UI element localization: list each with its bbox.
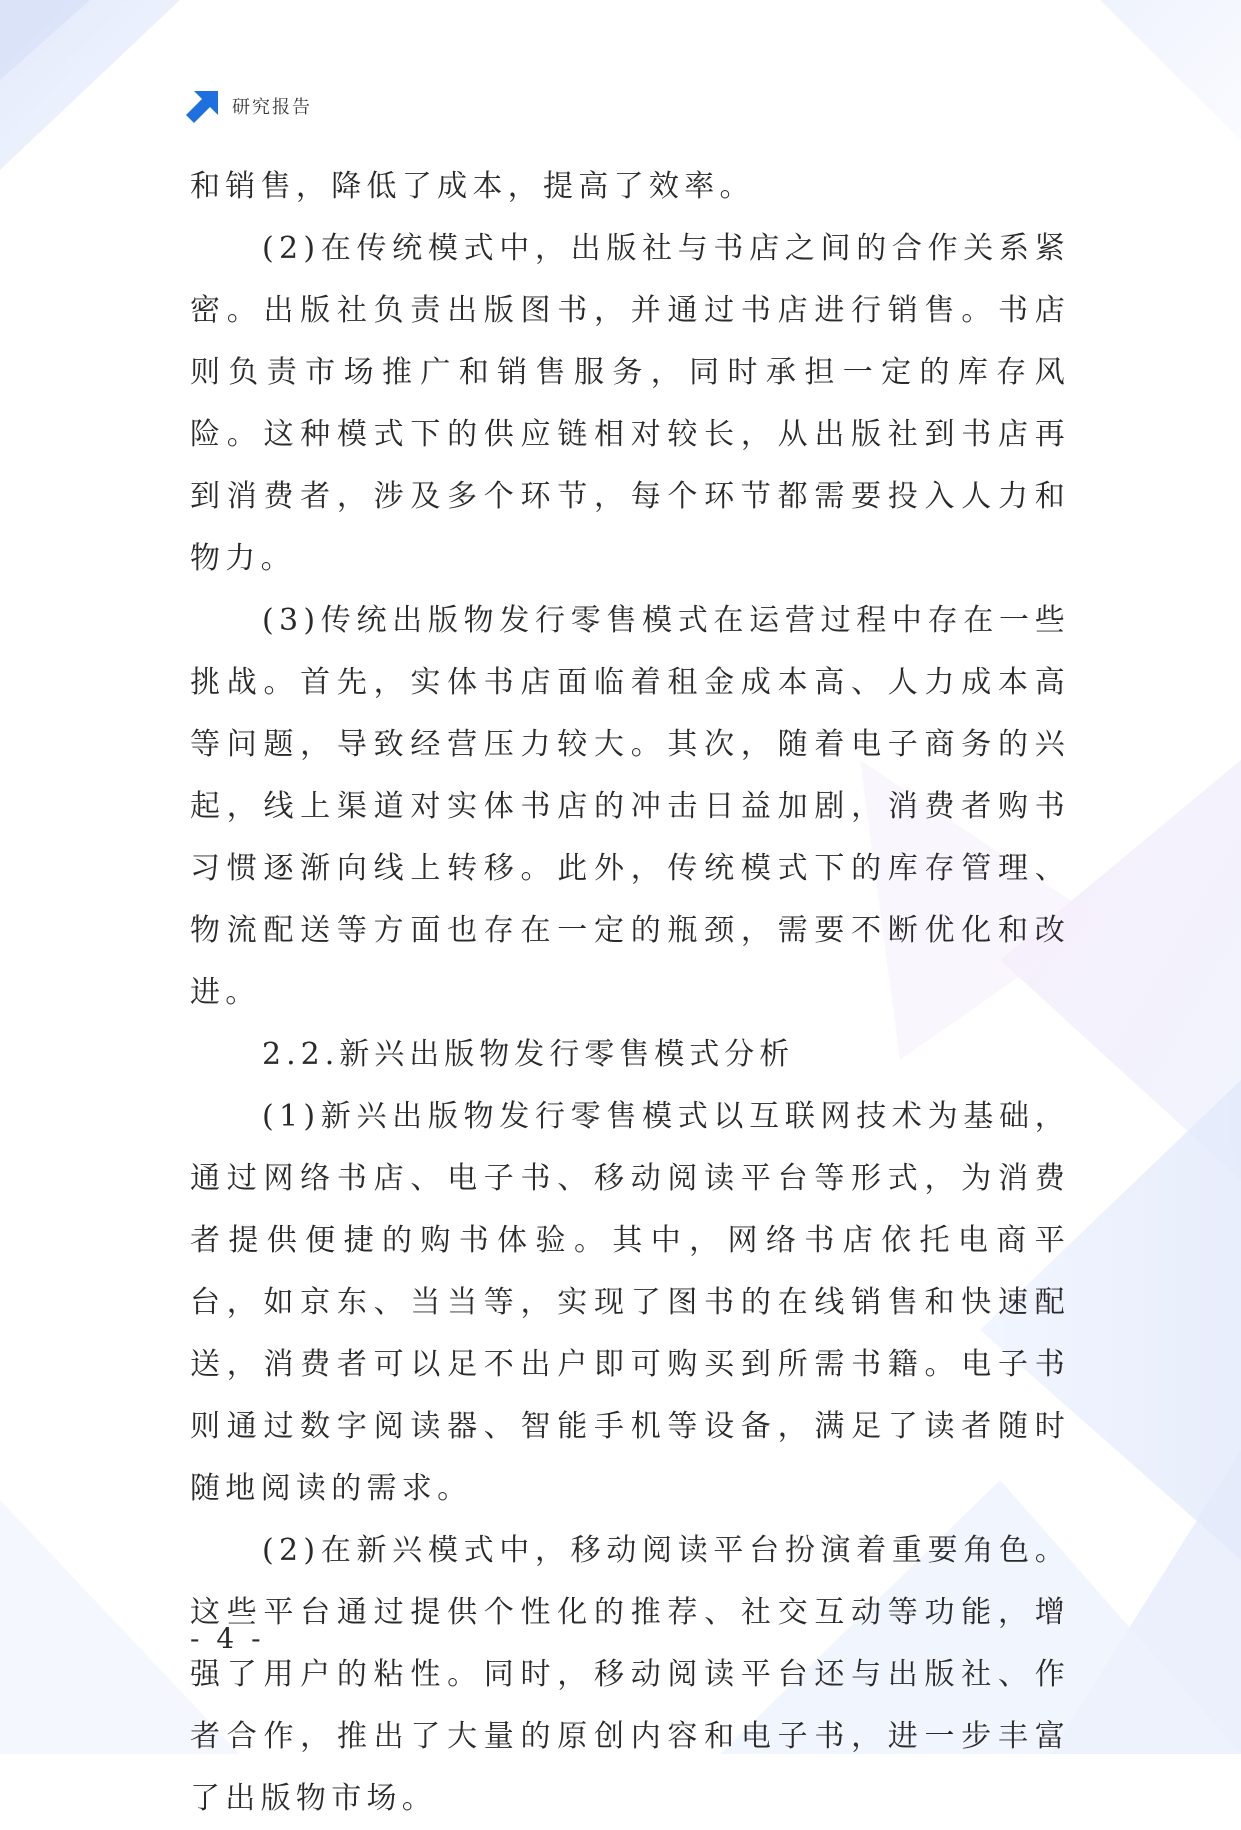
document-body <box>190 156 1070 1830</box>
paragraph-emerging-1: (1)新兴出版物发行零售模式以互联网技术为基础，通过网络书店、电子书、移动阅读平台等形式，为消费者提供便捷的购书体验。其中，网络书店依托电商平台，如京东、当当等，实现了图书的在线销售和快速配送，消费者可以足不出户即可购买到所需书籍。电子书则通过数字阅读器、智能手机等设备，满足了读者随时随地阅读的需求。 <box>190 1099 1070 1506</box>
report-header <box>186 88 312 124</box>
header-title: 研究报告 <box>232 97 312 118</box>
paragraph-emerging-2: (2)在新兴模式中，移动阅读平台扮演着重要角色。这些平台通过提供个性化的推荐、社交互动等功能，增强了用户的粘性。同时，移动阅读平台还与出版社、作者合作，推出了大量的原创内容和电子书，进一步丰富了出版物市场。 <box>190 1533 1070 1816</box>
arrow-up-right-icon <box>186 89 220 123</box>
section-heading: 2.2.新兴出版物发行零售模式分析 <box>262 1037 795 1072</box>
paragraph-traditional-2: (2)在传统模式中，出版社与书店之间的合作关系紧密。出版社负责出版图书，并通过书店进行销售。书店则负责市场推广和销售服务，同时承担一定的库存风险。这种模式下的供应链相对较长，从出版社到书店再到消费者，涉及多个环节，每个环节都需要投入人力和物力。 <box>190 231 1070 576</box>
paragraph-continuation: 和销售，降低了成本，提高了效率。 <box>190 169 755 204</box>
paragraph-traditional-3: (3)传统出版物发行零售模式在运营过程中存在一些挑战。首先，实体书店面临着租金成本高、人力成本高等问题，导致经营压力较大。其次，随着电子商务的兴起，线上渠道对实体书店的冲击日益加剧，消费者购书习惯逐渐向线上转移。此外，传统模式下的库存管理、物流配送等方面也存在一定的瓶颈，需要不断优化和改进。 <box>190 603 1070 1010</box>
page-number: - 4 - <box>190 1622 265 1655</box>
